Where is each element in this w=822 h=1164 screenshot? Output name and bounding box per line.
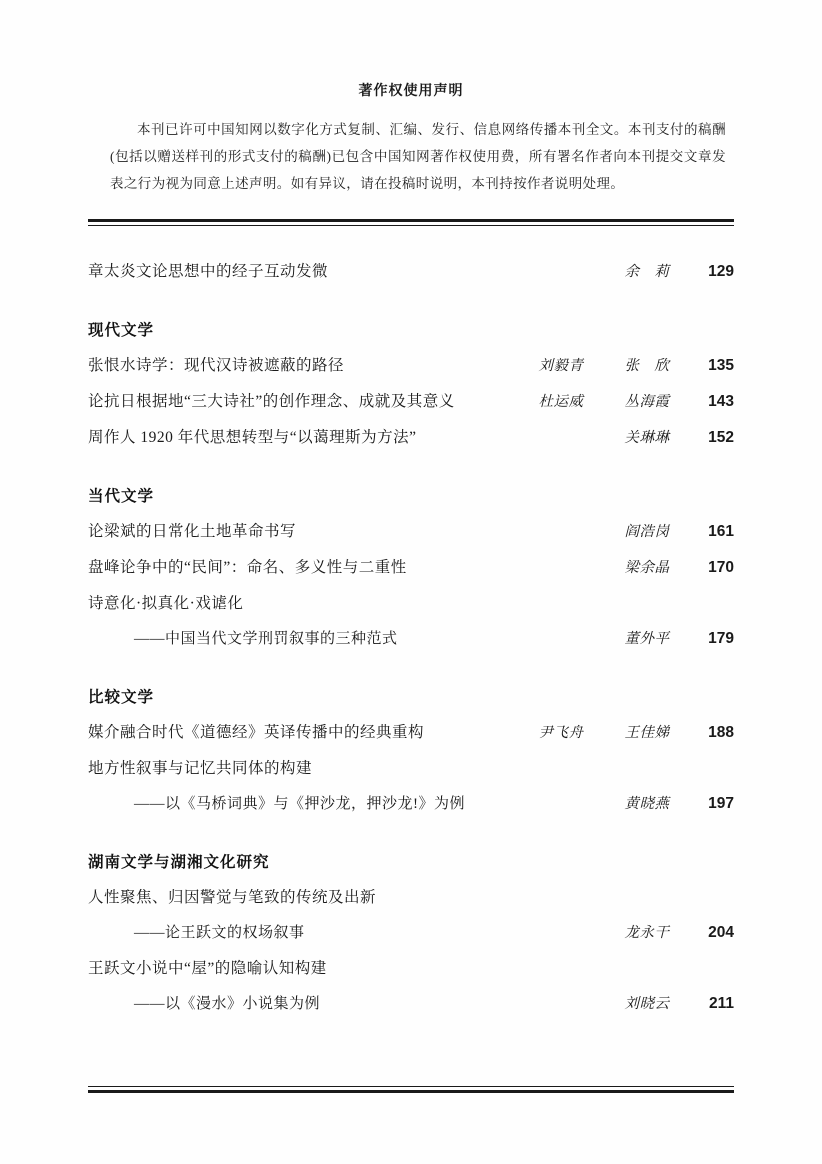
toc-entry-title: 章太炎文论思想中的经子互动发微 [88,263,329,280]
toc-entry[interactable] [88,713,734,749]
toc-entry-title: 诗意化·拟真化·戏谑化 [88,595,244,612]
toc-entry-authors [604,260,690,281]
toc-entry-title: 地方性叙事与记忆共同体的构建 [88,760,313,777]
toc-entry-subtitle: ——论王跃文的权场叙事 [134,925,305,941]
toc-author: 阎浩岗 [624,524,670,540]
toc-entry-page: 197 [708,795,734,812]
toc-entry-authors [518,627,690,648]
copyright-title: 著作权使用声明 [358,82,464,98]
toc-entry[interactable] [88,418,734,454]
toc-entry[interactable] [88,785,734,820]
toc-entry-title: 论梁斌的日常化土地革命书写 [88,523,297,540]
toc-entry[interactable] [88,252,734,288]
toc-entry-page: 143 [708,393,734,410]
toc-entry-title: 周作人 1920 年代思想转型与“以蔼理斯为方法” [88,429,417,446]
toc-entry-title: 王跃文小说中“屋”的隐喻认知构建 [88,960,327,977]
toc-author: 丛海霞 [624,394,670,410]
top-divider [88,219,734,226]
toc-entry[interactable] [88,914,734,949]
toc-entry-page: 129 [708,263,734,280]
toc-entry-authors [518,921,690,942]
toc-entry-authors [518,992,690,1013]
toc-entry[interactable] [88,512,734,548]
toc-author: 龙永干 [624,925,670,941]
toc-section-heading: 当代文学 [88,488,155,505]
copyright-paragraph: 本刊已许可中国知网以数字化方式复制、汇编、发行、信息网络传播本刊全文。本刊支付的稿酬(包括以赠送样刊的形式支付的稿酬)已包含中国知网著作权使用费，所有署名作者向本刊提交文章发表之行为视为同意上述声明。如有异议，请在投稿时说明，本刊持按作者说明处理。 [110,122,726,191]
toc-entry-title: 盘峰论争中的“民间”：命名、多义性与二重性 [88,559,407,576]
toc-author: 张 欣 [624,358,670,374]
toc-entry-title: 张恨水诗学：现代汉诗被遮蔽的路径 [88,357,345,374]
toc-entry-page: 188 [708,724,734,741]
toc-entry-authors [518,354,690,375]
toc-author: 杜运威 [538,394,584,410]
toc-entry-page: 211 [708,995,734,1012]
toc-entry-subtitle: ——以《漫水》小说集为例 [134,996,321,1012]
toc-author: 梁余晶 [624,560,670,576]
toc-entry-authors [518,792,690,813]
table-of-contents [88,252,734,1020]
toc-section-heading: 现代文学 [88,322,155,339]
toc-author: 余 莉 [624,264,670,280]
toc-entry-authors [518,520,690,541]
toc-entry-title: 论抗日根据地“三大诗社”的创作理念、成就及其意义 [88,393,455,410]
toc-entry-authors [518,426,690,447]
toc-entry-authors [518,556,690,577]
copyright-statement [88,80,734,197]
toc-author: 黄晓燕 [624,796,670,812]
toc-entry-authors [518,721,690,742]
toc-entry[interactable] [88,548,734,584]
toc-entry[interactable] [88,620,734,655]
toc-author: 王佳娣 [624,725,670,741]
toc-entry-page: 135 [708,357,734,374]
toc-section-heading: 湖南文学与湖湘文化研究 [88,854,270,871]
toc-entry-subtitle: ——以《马桥词典》与《押沙龙，押沙龙!》为例 [134,796,465,812]
toc-entry[interactable] [88,878,734,914]
copyright-body [88,116,734,197]
toc-entry-page: 179 [708,630,734,647]
toc-author: 刘晓云 [624,996,670,1012]
toc-entry-title: 媒介融合时代《道德经》英译传播中的经典重构 [88,724,425,741]
toc-entry[interactable] [88,584,734,620]
toc-entry-page: 204 [708,924,734,941]
toc-author: 刘毅青 [538,358,584,374]
toc-entry[interactable] [88,346,734,382]
bottom-divider [88,1086,734,1093]
toc-entry-page: 170 [708,559,734,576]
toc-author: 董外平 [624,631,670,647]
toc-entry[interactable] [88,985,734,1020]
toc-entry-page: 152 [708,429,734,446]
toc-entry-page: 161 [708,523,734,540]
page-content [88,80,734,1020]
toc-entry[interactable] [88,382,734,418]
toc-entry[interactable] [88,749,734,785]
toc-section-heading: 比较文学 [88,689,155,706]
toc-entry-title: 人性聚焦、归因警觉与笔致的传统及出新 [88,889,377,906]
toc-entry-authors [518,390,690,411]
toc-entry[interactable] [88,949,734,985]
toc-entry-subtitle: ——中国当代文学刑罚叙事的三种范式 [134,631,398,647]
toc-author: 关琳琳 [624,430,670,446]
toc-author: 尹飞舟 [538,725,584,741]
